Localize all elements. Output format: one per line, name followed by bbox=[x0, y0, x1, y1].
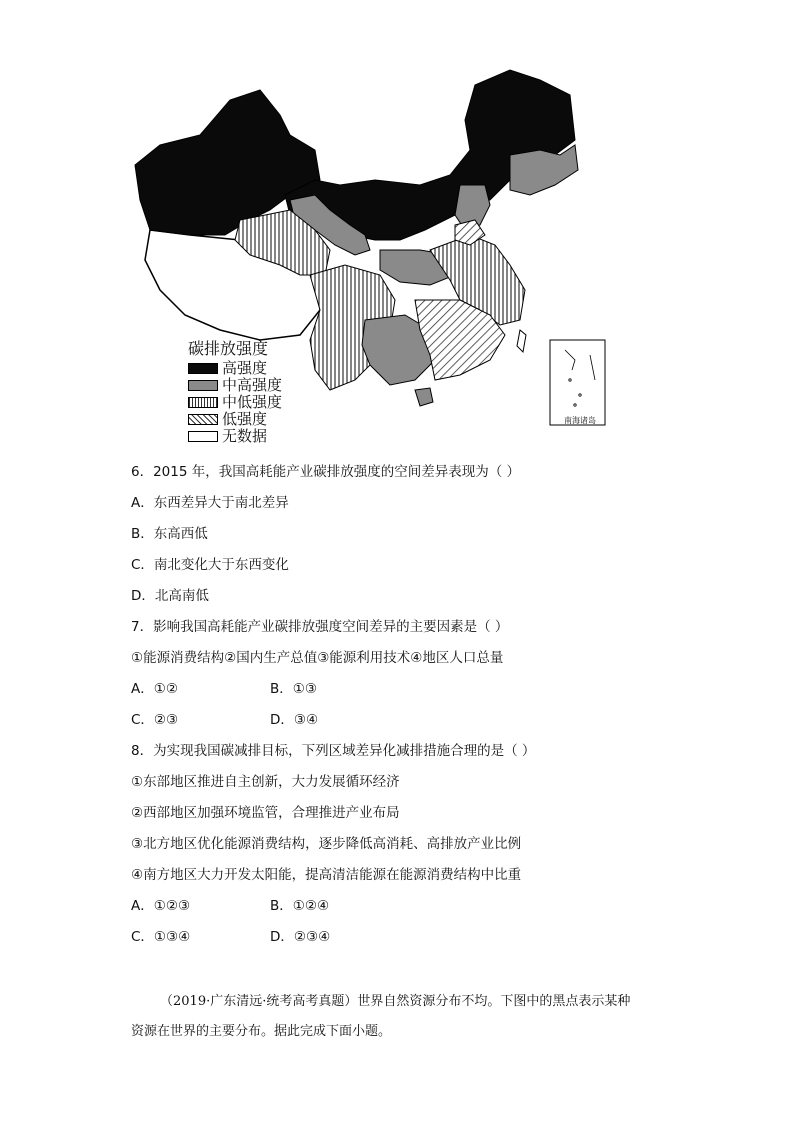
question-6-option-b: B．东高西低 bbox=[131, 526, 208, 542]
legend-swatch-low bbox=[188, 414, 218, 425]
legend-item-midhigh bbox=[188, 377, 318, 394]
question-8-option-c: C．①③④ bbox=[131, 929, 191, 945]
question-8-statement-1: ①东部地区推进自主创新，大力发展循环经济 bbox=[131, 774, 400, 790]
question-8-stem: 8．为实现我国碳减排目标，下列区域差异化减排措施合理的是（ ） bbox=[131, 743, 536, 759]
question-6-option-c: C．南北变化大于东西变化 bbox=[131, 557, 289, 573]
legend-item-nodata bbox=[188, 428, 318, 445]
question-8-option-a: A．①②③ bbox=[131, 898, 191, 914]
legend-item-low bbox=[188, 411, 318, 428]
question-8-statement-4: ④南方地区大力开发太阳能，提高清洁能源在能源消费结构中比重 bbox=[131, 867, 522, 883]
question-7-stem: 7．影响我国高耗能产业碳排放强度空间差异的主要因素是（ ） bbox=[131, 619, 509, 635]
question-8-statement-2: ②西部地区加强环境监管，合理推进产业布局 bbox=[131, 805, 400, 821]
legend-swatch-midhigh bbox=[188, 380, 218, 391]
legend-label: 低强度 bbox=[222, 410, 268, 428]
legend-title: 碳排放强度 bbox=[188, 339, 269, 358]
question-7-option-c: C．②③ bbox=[131, 712, 179, 728]
legend-swatch-high bbox=[188, 363, 218, 374]
legend-label: 高强度 bbox=[222, 359, 268, 377]
question-8-statement-3: ③北方地区优化能源消费结构，逐步降低高消耗、高排放产业比例 bbox=[131, 836, 522, 852]
question-6-stem: 6．2015 年，我国高耗能产业碳排放强度的空间差异表现为（ ） bbox=[131, 464, 521, 480]
map-legend bbox=[188, 340, 318, 445]
question-6-option-d: D．北高南低 bbox=[131, 588, 209, 604]
legend-label: 中高强度 bbox=[222, 376, 283, 394]
question-7-option-a: A．①② bbox=[131, 681, 178, 697]
question-7-statements: ①能源消费结构②国内生产总值③能源利用技术④地区人口总量 bbox=[131, 650, 504, 666]
legend-label: 无数据 bbox=[222, 427, 268, 445]
question-7-option-d: D．③④ bbox=[270, 712, 319, 728]
region-hainan bbox=[415, 388, 433, 406]
legend-swatch-nodata bbox=[188, 431, 218, 442]
question-7-option-b: B．①③ bbox=[270, 681, 317, 697]
legend-label: 中低强度 bbox=[222, 393, 283, 411]
section-intro-line-2: 资源在世界的主要分布。据此完成下面小题。 bbox=[131, 1024, 392, 1039]
question-8-option-b: B．①②④ bbox=[270, 898, 330, 914]
inset-frame bbox=[550, 340, 605, 425]
legend-item-midlow bbox=[188, 394, 318, 411]
inset-label: 南海诸岛 bbox=[564, 416, 596, 425]
region-taiwan bbox=[517, 330, 526, 352]
legend-swatch-midlow bbox=[188, 397, 218, 408]
section-intro-line-1: （2019·广东清远·统考高考真题）世界自然资源分布不均。下图中的黑点表示某种 bbox=[160, 994, 631, 1009]
question-8-option-d: D．②③④ bbox=[270, 929, 331, 945]
question-6-option-a: A．东西差异大于南北差异 bbox=[131, 495, 289, 511]
legend-item-high bbox=[188, 360, 318, 377]
